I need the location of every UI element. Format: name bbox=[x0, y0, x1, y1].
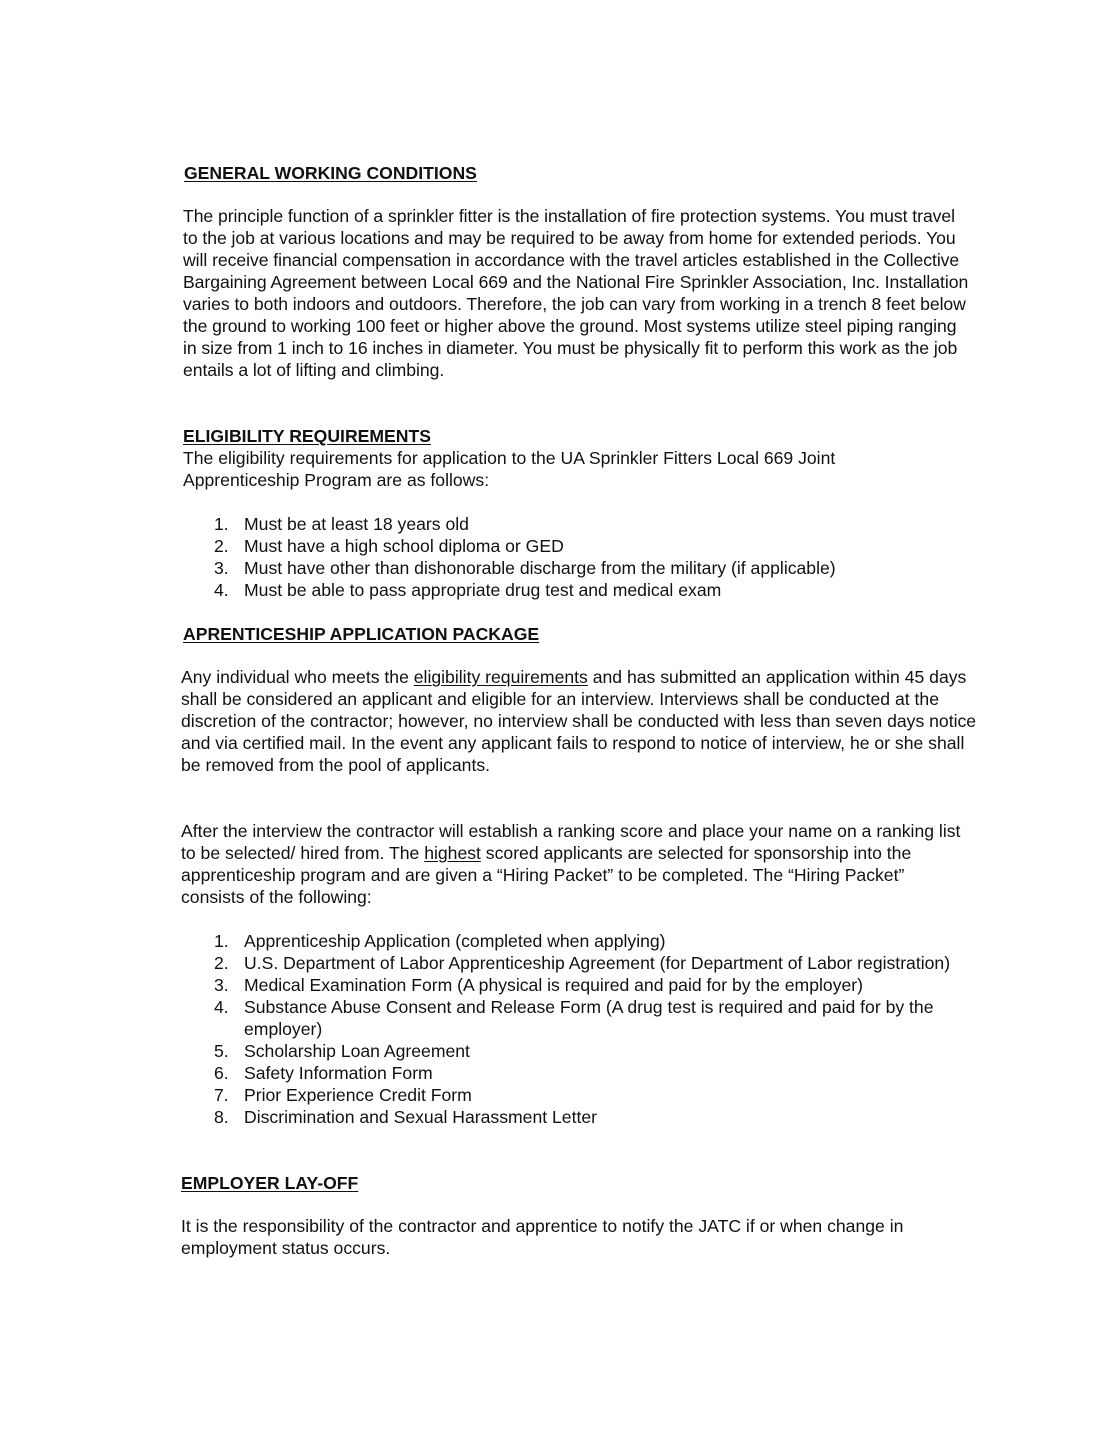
employer-layoff-paragraph: It is the responsibility of the contractor and apprentice to notify the JATC if or when change in employment status occurs. bbox=[181, 1216, 904, 1258]
application-paragraph-1 bbox=[181, 666, 981, 776]
employer-layoff-heading: EMPLOYER LAY-OFF bbox=[181, 1173, 359, 1193]
list-item bbox=[214, 579, 954, 601]
text-run: and has submitted an application within 45 days shall be considered an applicant and eligible for an interview. Interviews shall be conducted at the discretion of the contractor; however, no interview shall be conducted with less than seven days notice and via certified mail. In the event any applicant fails to respond to notice of interview, he or she shall be removed from the pool of applicants. bbox=[181, 667, 977, 775]
eligibility-requirements-heading: ELIGIBILITY REQUIREMENTS bbox=[183, 426, 431, 446]
list-text: Prior Experience Credit Form bbox=[244, 1085, 472, 1105]
list-text: Substance Abuse Consent and Release Form (A drug test is required and paid for by the employer) bbox=[244, 997, 934, 1039]
list-item bbox=[214, 974, 954, 996]
list-text: Medical Examination Form (A physical is required and paid for by the employer) bbox=[244, 975, 863, 995]
list-text: Must have a high school diploma or GED bbox=[244, 536, 564, 556]
application-paragraph-2 bbox=[181, 820, 971, 908]
list-item bbox=[214, 1084, 954, 1106]
text-run: Any individual who meets the bbox=[181, 667, 414, 687]
list-number: 3. bbox=[214, 558, 229, 578]
list-number: 8. bbox=[214, 1107, 229, 1127]
list-text: Scholarship Loan Agreement bbox=[244, 1041, 470, 1061]
list-item bbox=[214, 1062, 954, 1084]
list-item bbox=[214, 1040, 954, 1062]
list-text: U.S. Department of Labor Apprenticeship Agreement (for Department of Labor registration) bbox=[244, 953, 951, 973]
text-run: After the interview the contractor will establish a ranking score and place your name on a ranking list to be selected/ hired from. The bbox=[181, 821, 961, 863]
general-working-conditions-paragraph: The principle function of a sprinkler fitter is the installation of fire protection systems. You must travel to the job at various locations and may be required to be away from home for extended periods. You will receive financial compensation in accordance with the travel articles established in the Collective Bargaining Agreement between Local 669 and the National Fire Sprinkler Association, Inc. Installation varies to both indoors and outdoors. Therefore, the job can vary from working in a trench 8 feet below the ground to working 100 feet or higher above the ground. Most systems utilize steel piping ranging in size from 1 inch to 16 inches in diameter. You must be physically fit to perform this work as the job entails a lot of lifting and climbing. bbox=[183, 206, 969, 380]
list-number: 3. bbox=[214, 975, 229, 995]
list-number: 5. bbox=[214, 1041, 229, 1061]
list-item bbox=[214, 1106, 954, 1128]
list-number: 4. bbox=[214, 580, 229, 600]
list-number: 1. bbox=[214, 514, 229, 534]
general-working-conditions-heading: GENERAL WORKING CONDITIONS bbox=[184, 163, 477, 183]
list-text: Safety Information Form bbox=[244, 1063, 433, 1083]
list-number: 2. bbox=[214, 536, 229, 556]
list-text: Must be at least 18 years old bbox=[244, 514, 469, 534]
list-item bbox=[214, 952, 954, 974]
eligibility-intro-paragraph: The eligibility requirements for application to the UA Sprinkler Fitters Local 669 Joint Apprenticeship Program are as follows: bbox=[183, 448, 836, 490]
text-run: scored applicants are selected for sponsorship into the apprenticeship program and are given a “Hiring Packet” to be completed. The “Hiring Packet” consists of the following: bbox=[181, 843, 912, 907]
list-text: Must be able to pass appropriate drug test and medical exam bbox=[244, 580, 722, 600]
list-text: Discrimination and Sexual Harassment Letter bbox=[244, 1107, 598, 1127]
list-number: 7. bbox=[214, 1085, 229, 1105]
list-text: Must have other than dishonorable discharge from the military (if applicable) bbox=[244, 558, 836, 578]
eligibility-list bbox=[214, 513, 954, 601]
list-number: 6. bbox=[214, 1063, 229, 1083]
eligibility-requirements-link[interactable]: eligibility requirements bbox=[413, 667, 588, 687]
list-number: 4. bbox=[214, 997, 229, 1017]
list-number: 1. bbox=[214, 931, 229, 951]
hiring-packet-list bbox=[214, 930, 954, 1128]
list-item bbox=[214, 930, 954, 952]
list-item bbox=[214, 557, 954, 579]
list-number: 2. bbox=[214, 953, 229, 973]
application-package-heading: APRENTICESHIP APPLICATION PACKAGE bbox=[183, 624, 540, 644]
list-item bbox=[214, 996, 954, 1040]
highest-emphasis: highest bbox=[424, 843, 481, 863]
list-item bbox=[214, 535, 954, 557]
list-item bbox=[214, 513, 954, 535]
list-text: Apprenticeship Application (completed when applying) bbox=[244, 931, 666, 951]
